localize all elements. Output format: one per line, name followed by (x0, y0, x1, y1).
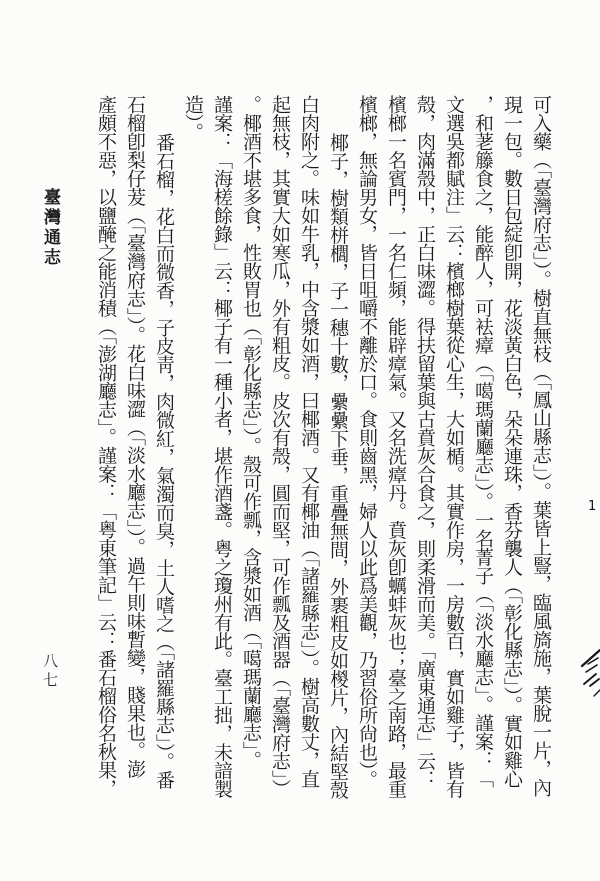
text-column: 可入藥（「臺灣府志」）。樹直無枝（「鳳山縣志」）。葉皆上豎，臨風旖施，葉脫一片，內 (530, 95, 551, 797)
text-column: 謹案：「海槎餘錄」云：椰子有一種小者，堪作酒盞。粤之瓊州有此。臺工拙，未諳製 (211, 95, 232, 798)
text-column: 文選吳都賦注」云：檳榔樹葉從心生，大如楯。其實作房，一房數百，實如雞子，皆有 (443, 95, 464, 798)
text-column: 白肉附之。味如牛乳，中含漿如酒，曰椰酒。又有椰油（「諸羅縣志」）。樹高數丈，直 (298, 95, 319, 788)
text-column: 產頗不惡，以鹽醃之能消積（「澎湖廳志」。謹案：「粤東筆記」云：番石榴俗名秋果， (95, 95, 116, 798)
text-column-paragraph-start-coconut: 椰子，樹類栟櫚，子一穗十數，纍纍下垂，重疊無間，外裹粗皮如椶片，內結堅殼 (327, 133, 348, 799)
page-number: 八七 (41, 653, 57, 691)
text-column: 檳榔一名賓門，一名仁頻，能辟瘴氣。又名洗瘴丹。賁灰卽蠣蚌灰也；臺之南路，最重 (385, 95, 406, 798)
text-column: 檳榔，無論男女，皆日咀嚼不離於口。食則齒黑，婦人以此爲美觀，乃習俗所尙也）。 (356, 95, 377, 789)
body-text-block (95, 95, 550, 870)
text-column: 石榴卽梨仔茇（「臺灣府志」）。花白味澀（「淡水廳志」）。過午則味暫變，賤果也。澎 (124, 95, 145, 778)
text-column-paragraph-start-guava: 番石榴，花白而微香，子皮靑，肉微紅，氣濁而臭，土人嗜之（「諸羅縣志」）。番 (153, 133, 174, 789)
text-column: 現一包。數日包綻卽開，花淡黃白色，朵朵連珠，香芬襲人（「彰化縣志」）。實如雞心 (501, 95, 522, 788)
book-title-margin: 臺灣通志 (41, 188, 60, 268)
handwritten-margin-mark-icon (578, 638, 600, 700)
text-column: 。椰酒不堪多食，性敗胃也（「彰化縣志」）。殼可作瓢，含漿如酒（「噶瑪蘭廳志」。 (240, 95, 261, 769)
text-column: ，和荖籐食之，能醉人，可袪瘴（「噶瑪蘭廳志」）。一名菁子（「淡水廳志」。謹案：「 (472, 95, 493, 788)
text-column: 殼，肉滿殼中，正白味澀。得扶留葉與古賁灰合食之，則柔滑而美。「廣東通志」云： (414, 95, 435, 789)
text-column: 起無枝，其實大如寒瓜，外有粗皮。皮次有殼，圓而堅，可作瓢及酒器（「臺灣府志」） (269, 95, 290, 798)
text-column: 造）。 (182, 95, 203, 141)
margin-annotation-number: 1 (588, 499, 597, 514)
